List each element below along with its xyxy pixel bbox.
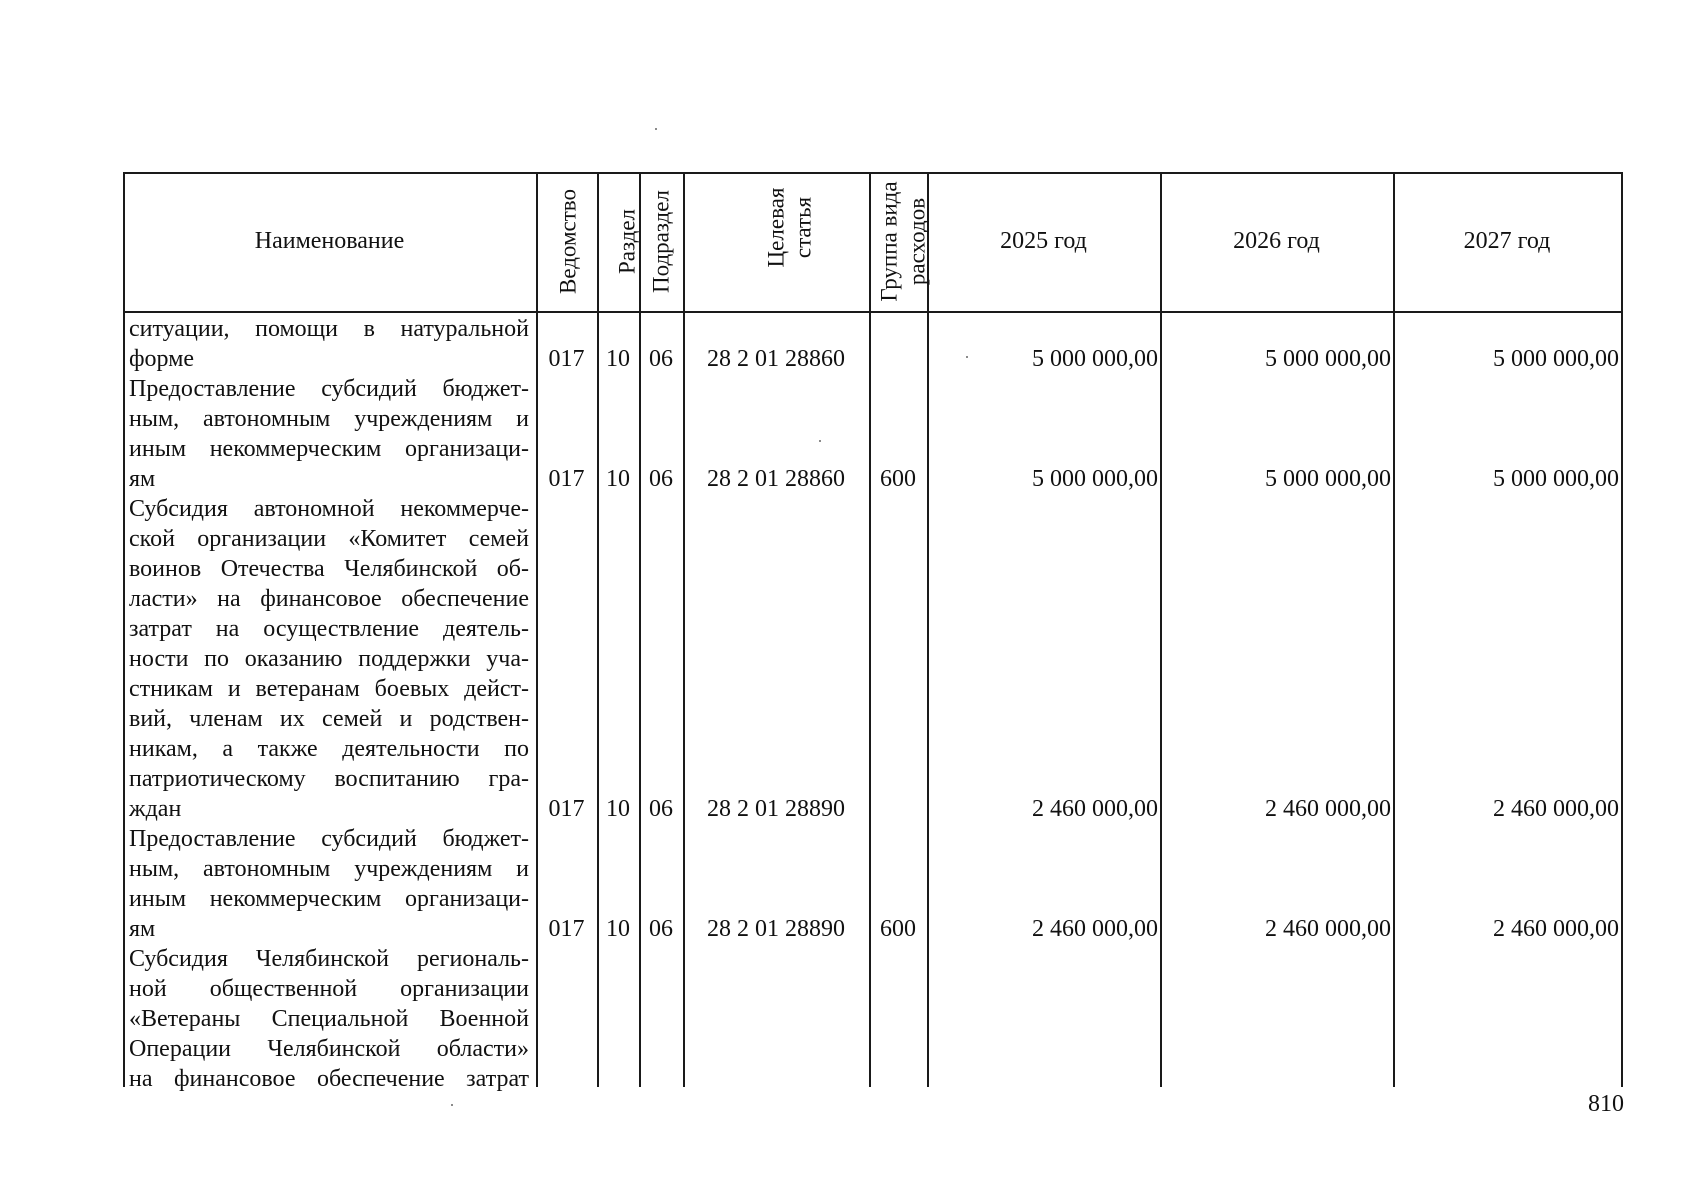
cell-year-2025: 2 460 000,00 <box>1032 916 1158 942</box>
cell-target-article: 28 2 01 28860 <box>707 346 845 372</box>
name-line: Субсидия Челябинской региональ- <box>129 946 529 972</box>
cell-target-article: 28 2 01 28860 <box>707 466 845 492</box>
table-row-name <box>129 824 529 944</box>
column-divider <box>123 172 125 1087</box>
column-divider <box>1621 172 1623 1087</box>
scan-speck <box>655 128 657 130</box>
table-row-name <box>129 314 529 374</box>
name-line: ласти» на финансовое обеспечение <box>129 586 529 612</box>
cell-subsection: 06 <box>649 466 673 492</box>
name-line: никам, а также деятельности по <box>129 736 529 762</box>
name-line: Операции Челябинской области» <box>129 1036 529 1062</box>
page-number: 810 <box>1588 1091 1624 1117</box>
cell-subsection: 06 <box>649 916 673 942</box>
cell-department: 017 <box>548 466 585 492</box>
column-divider <box>1160 172 1162 1087</box>
table-top-border <box>123 172 1622 174</box>
header-expense-group-line1: Группа вида <box>876 181 902 302</box>
name-line: стникам и ветеранам боевых дейст- <box>129 676 529 702</box>
cell-department: 017 <box>548 796 585 822</box>
cell-section: 10 <box>606 916 630 942</box>
cell-section: 10 <box>606 796 630 822</box>
column-divider <box>639 172 641 1087</box>
name-line: Субсидия автономной некоммерче- <box>129 496 529 522</box>
cell-year-2027: 2 460 000,00 <box>1493 916 1619 942</box>
name-line: ям <box>129 466 156 492</box>
name-line: ждан <box>129 796 182 822</box>
budget-table <box>123 172 1622 1092</box>
table-row-name <box>129 494 529 824</box>
header-year-2025: 2025 год <box>1000 228 1087 254</box>
header-year-2027: 2027 год <box>1463 228 1551 254</box>
header-year-2026: 2026 год <box>1233 228 1320 254</box>
cell-subsection: 06 <box>649 346 673 372</box>
header-name: Наименование <box>254 228 405 254</box>
cell-year-2025: 2 460 000,00 <box>1032 796 1158 822</box>
column-divider <box>597 172 599 1087</box>
header-target-article-line2: статья <box>790 196 816 259</box>
cell-section: 10 <box>606 466 630 492</box>
cell-year-2026: 5 000 000,00 <box>1265 466 1391 492</box>
name-line: ным, автономным учреждениям и <box>129 406 529 432</box>
scan-speck <box>451 1104 453 1106</box>
name-line: иным некоммерческим организаци- <box>129 886 529 912</box>
name-line: ской организации «Комитет семей <box>129 526 529 552</box>
table-row-name <box>129 944 529 1094</box>
header-subsection: Подраздел <box>648 190 674 293</box>
name-line: затрат на осуществление деятель- <box>129 616 529 642</box>
cell-year-2026: 2 460 000,00 <box>1265 796 1391 822</box>
name-line: ным, автономным учреждениям и <box>129 856 529 882</box>
header-target-article-line1: Целевая <box>763 187 789 268</box>
name-line: ной общественной организации <box>129 976 529 1002</box>
name-line: ности по оказанию поддержки уча- <box>129 646 529 672</box>
column-divider <box>683 172 685 1087</box>
header-section: Раздел <box>614 208 640 275</box>
name-line: воинов Отечества Челябинской об- <box>129 556 529 582</box>
name-line: ям <box>129 916 156 942</box>
cell-year-2027: 2 460 000,00 <box>1493 796 1619 822</box>
cell-expense-group: 600 <box>880 916 916 942</box>
header-expense-group-line2: расходов <box>904 197 930 286</box>
table-row-name <box>129 374 529 494</box>
name-line: иным некоммерческим организаци- <box>129 436 529 462</box>
cell-target-article: 28 2 01 28890 <box>707 796 845 822</box>
cell-year-2026: 5 000 000,00 <box>1265 346 1391 372</box>
cell-target-article: 28 2 01 28890 <box>707 916 845 942</box>
cell-year-2026: 2 460 000,00 <box>1265 916 1391 942</box>
column-divider <box>536 172 538 1087</box>
cell-expense-group: 600 <box>880 466 916 492</box>
cell-year-2027: 5 000 000,00 <box>1493 346 1619 372</box>
name-line: патриотическому воспитанию гра- <box>129 766 529 792</box>
cell-year-2025: 5 000 000,00 <box>1032 346 1158 372</box>
name-line: Предоставление субсидий бюджет- <box>129 826 529 852</box>
name-line: Предоставление субсидий бюджет- <box>129 376 529 402</box>
name-line: на финансовое обеспечение затрат <box>129 1066 529 1092</box>
column-divider <box>869 172 871 1087</box>
cell-section: 10 <box>606 346 630 372</box>
name-line: вий, членам их семей и родствен- <box>129 706 529 732</box>
name-line: форме <box>129 346 195 372</box>
cell-year-2025: 5 000 000,00 <box>1032 466 1158 492</box>
header-bottom-border <box>123 311 1622 313</box>
column-divider <box>1393 172 1395 1087</box>
header-department: Ведомство <box>555 188 581 295</box>
cell-subsection: 06 <box>649 796 673 822</box>
cell-year-2027: 5 000 000,00 <box>1493 466 1619 492</box>
cell-department: 017 <box>548 916 585 942</box>
cell-department: 017 <box>548 346 585 372</box>
name-line: ситуации, помощи в натуральной <box>129 316 529 342</box>
name-line: «Ветераны Специальной Военной <box>129 1006 529 1032</box>
